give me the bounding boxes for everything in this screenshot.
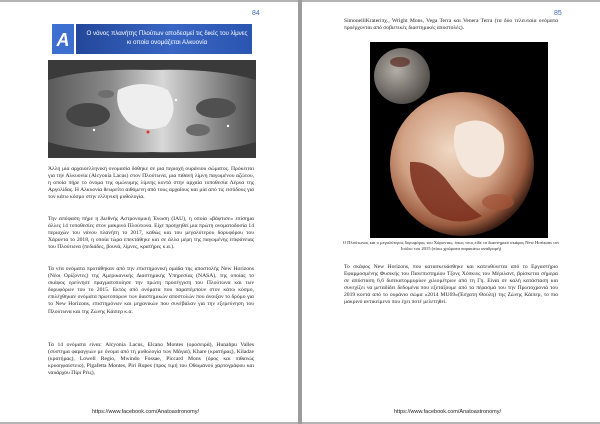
magazine-logo [50, 22, 76, 56]
page-number: 85 [554, 10, 562, 17]
paragraph-new-horizons: Το σκάφος New Horizons, που κατασκευάσθηκε και κατευθύνεται από το Εργαστήριο Εφαρμοσμένης Φυσικής του Πανεπιστημίου Τζονς Χόπκινς του Μέριλαντ, βρίσκεται σήμερα σε απόσταση 6,6 δισεκατομμυρίων χιλιομέτρων από τη Γη. Είναι σε καλή κατάσταση και συνεχίζει να μεταδίδει δεδομένα που εξετάζουμε από τα πέρασμά του την Πρωτοχρονιά του 2019 κοντά από το ουράνιο σώμα «2014 MU69»(Έσχατη Θούλη) της Ζώνης Κάιπερ, το πιο μακρινό αντικείμενο που έχει ποτέ μελετηθεί. [344, 264, 558, 306]
continued-text: SimonelliKrateriπχ., Wright Mons, Vega Terra και Venera Terra (τα δύο τελευταία ονόματα προέρχονται από σοβιετικές διαστημικές αποστολές). [344, 18, 558, 32]
right-page [302, 2, 600, 422]
paragraph-3: Τα νέα ονόματα προτάθηκαν από την επιστημονική ομάδα της αποστολής New Horizons (Νέοι Ορίζοντες) της Αμερικανικής Διαστημικής Υπηρεσίας (NASA), της οποίας το σκάφος ερεύνησε πραγματοποίησε την πρώτη προσέγγιση του Πλούτωνα και των δορυφόρων του το 2015. Εκτός από ονόματα που παραπέμπουν στον κάτω κόσμο, επιλέχθηκαν ονόματα πρωτοπόρων των διαστημικών αποστολών που άνοιξαν το δρόμο για το New Horizons, επιστημόνων και μηχανικών που συνέβαλαν για την εξερεύνηση του Πλούτωνα και της Ζώνης Κάιπερ κ.α. [48, 266, 254, 315]
footer-link[interactable]: https://www.facebook.com/Anatoastronomy/ [394, 409, 501, 415]
photo-caption: Ο Πλούτωνας και ο μεγαλύτερος δορυφόρος του Χάροντας, όπως τους είδε το διαστημικό σκάφος New Horizons τον Ιούλιο του 2015 (πίσω χρώματα παρακάτω αναδρομή) [342, 240, 560, 251]
pluto-surface-map [48, 60, 256, 158]
page-number: 84 [252, 10, 260, 17]
paragraph-1: Άλλη μια αρχαιοελληνική ονομασία δόθηκε σε μια περιοχή ουράνιου σώματος. Πρόκειται για την Αλκυονία (Alcyonia Lacus) στον Πλούτωνα, μια πιθανή λίμνη παγωμένου αζώτου, η οποία πήρε το όνομα της ομώνυμης λίμνης κοντά στην αρχαία τοποθεσία Λέρνα της Αργολίδας. Η Αλκυονία θεωρείτο αιθόμενη από τους αρχαίους και μία από τις εισόδους για τον κάτω κόσμο στην ελληνική μυθολογία. [48, 166, 254, 201]
left-page [0, 2, 298, 422]
footer-link[interactable]: https://www.facebook.com/Anatoastronomy/ [92, 409, 199, 415]
logo-letter: A [56, 30, 70, 50]
article-title: Ο νάνος πλανήτης Πλούτων αποδεσμεί τις δικές του λίμνες κι οποία ονομάζεται Αλκυονία [86, 30, 248, 46]
paragraph-4: Τα 14 ονόματα είναι: Alcyonia Lacus, Elcano Montes (οροσειρά), Hunahpu Valles (σύστημα φαραγγιών με όνομα από τη μυθολογία των Μάγια), Khare (κρατήρας), Kiladze (κρατήρας), Lowell Regio, Mwindo Fossae, Piccard Mons (όρος και πιθανώς κρυοηφαίστειο), Pigafetta Montes, Piri Rupes (προς τιμή του Οθωμανού χαρτογράφου και ναυάρχου Πίρι Ρέις), [48, 342, 254, 377]
pluto-charon-photo [370, 42, 548, 238]
paragraph-2: Την απόφαση πήρε η Διεθνής Αστρονομική Ένωση (IAU), η οποία «βάφτισε» επίσημα άλλες 14 τοποθεσίες στον μακρινό Πλούτωνα. Είχε προηγηθεί μια πρώτη ονοματοδοσία 14 περιοχών του νάνου πλανήτη το 2017, καθώς και του μεγαλύτερου δορυφόρου του Χάροντα το 2018, η οποία τώρα επεκτάθηκε και σε άλλα μέρη της παγωμένης επιφάνειας του Πλούτωνα (πεδιάδες, βουνά, λίμνες, κρατήρες κ.α.). [48, 216, 254, 251]
